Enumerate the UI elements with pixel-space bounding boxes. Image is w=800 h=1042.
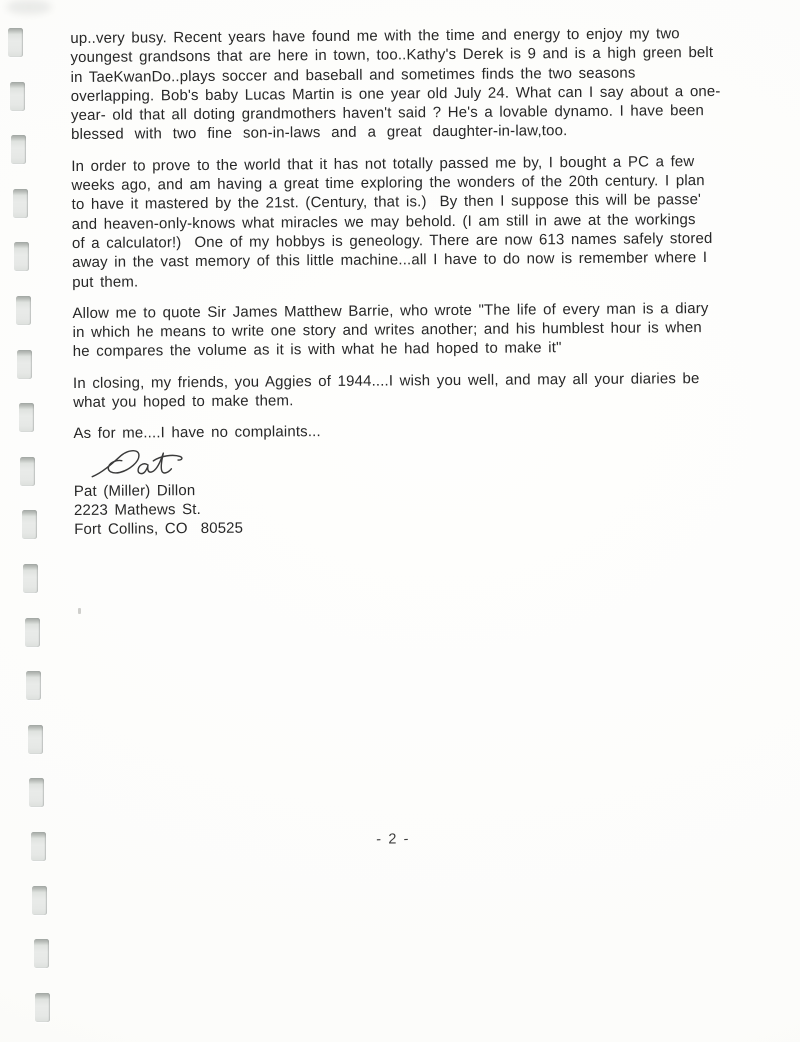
paragraph-4	[73, 369, 713, 413]
binding-hole	[13, 189, 28, 218]
binding-hole	[14, 242, 29, 271]
letter-line: and heaven-only-knows what miracles we may behold. (I am still in awe at the workings	[71, 210, 696, 233]
binding-hole	[22, 510, 37, 539]
closing-line: As for me....I have no complaints...	[73, 423, 321, 443]
binding-hole	[8, 28, 23, 57]
paragraph-3	[72, 299, 712, 362]
letter-line: blessed with two fine son-in-laws and a great daughter-in-law,too.	[70, 122, 568, 144]
letter-line: youngest grandsons that are here in town, too..Kathy's Derek is 9 and is a high green belt	[70, 44, 714, 67]
letter-line: In closing, my friends, you Aggies of 1944....I wish you well, and may all your diaries be	[72, 369, 700, 392]
binding-hole	[20, 457, 35, 486]
binding-hole	[26, 671, 41, 700]
letter-line: year- old that all doting grandmothers haven't said ? He's a lovable dynamo. I have been	[70, 102, 705, 125]
letter-line: to have it mastered by the 21st. (Century, that is.) By then I suppose this will be passe'	[71, 191, 702, 214]
letter-line: he compares the volume as it is with what he had hoped to make it"	[72, 339, 562, 361]
letter-line: In order to prove to the world that it has not totally passed me by, I bought a PC a few	[71, 152, 695, 175]
binding-hole	[23, 564, 38, 593]
paragraph-2	[71, 152, 712, 292]
paragraph-1	[70, 24, 721, 145]
letter-line: up..very busy. Recent years have found me with the time and energy to enjoy my two	[70, 25, 680, 47]
letter-line: Allow me to quote Sir James Matthew Barrie, who wrote "The life of every man is a diary	[72, 299, 709, 322]
letter-line: what you hoped to make them.	[73, 392, 294, 412]
signer-name: Pat (Miller) Dillon	[73, 481, 196, 500]
binding-hole	[34, 939, 49, 968]
binding-hole	[29, 778, 44, 807]
letter-line: overlapping. Bob's baby Lucas Martin is one year old July 24. What can I say about a one-	[70, 82, 721, 105]
letter-line: of a calculator!) One of my hobbys is geneology. There are now 613 names safely stored	[71, 229, 713, 252]
signer-city-state-zip: Fort Collins, CO 80525	[74, 519, 244, 539]
binding-hole	[16, 296, 31, 325]
binding-hole	[25, 618, 40, 647]
letter-line: put them.	[72, 273, 139, 291]
binding-hole	[19, 403, 34, 432]
binding-hole	[32, 886, 47, 915]
binding-hole	[35, 993, 50, 1022]
letter-line: away in the vast memory of this little machine...all I have to do now is remember where I	[71, 249, 708, 272]
signature-block	[74, 477, 714, 540]
binding-hole	[28, 725, 43, 754]
scan-speck	[78, 608, 81, 614]
scan-smudge	[6, 0, 52, 14]
binding-hole	[11, 135, 26, 164]
binding-hole	[31, 832, 46, 861]
binding-hole	[10, 82, 25, 111]
letter-line: in TaeKwanDo..plays soccer and baseball and sometimes finds the two seasons	[70, 64, 636, 86]
letter-line: in which he means to write one story and writes another; and his humblest hour is when	[72, 319, 702, 342]
page-number: - 2 -	[376, 831, 410, 848]
letter-body	[70, 0, 721, 1042]
letter-line: weeks ago, and am having a great time exploring the wonders of the 20th century. I plan	[71, 172, 705, 195]
binding-hole	[17, 350, 32, 379]
signer-street: 2223 Mathews St.	[73, 500, 201, 519]
